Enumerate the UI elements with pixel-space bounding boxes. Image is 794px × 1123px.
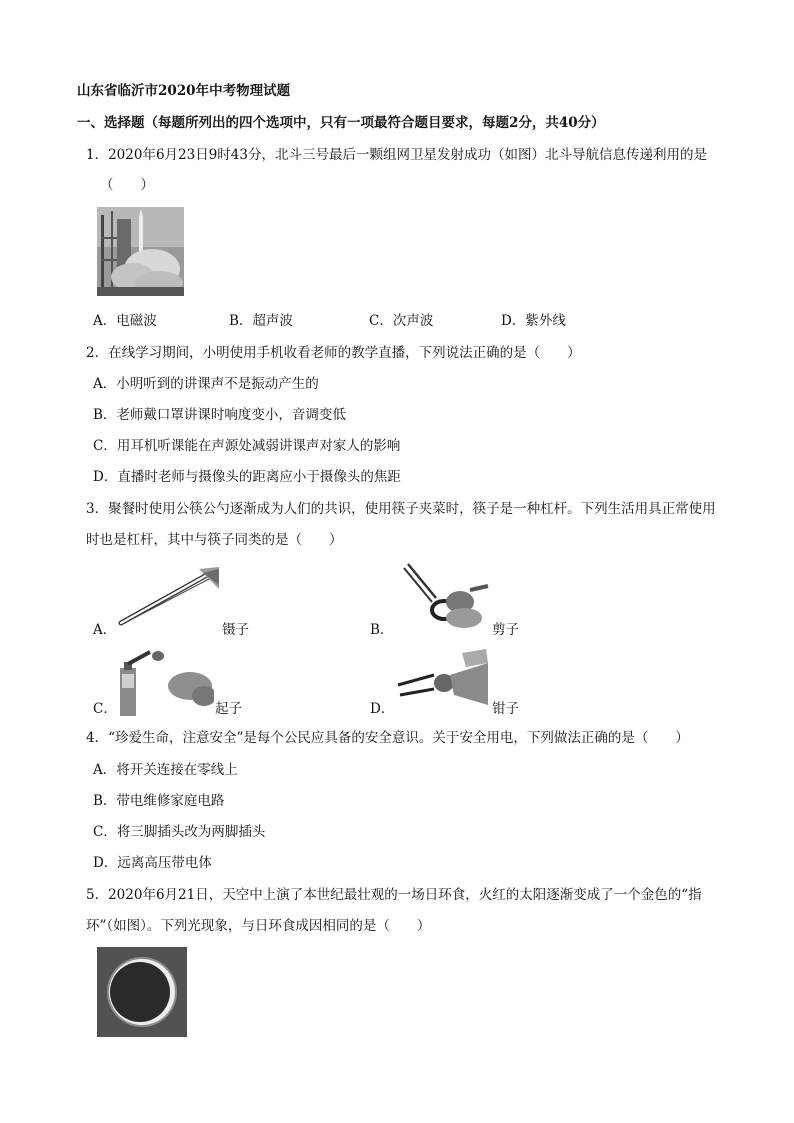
rocket-launch-photo bbox=[97, 207, 184, 296]
section-heading: 一、选择题（每题所列出的四个选项中，只有一项最符合题目要求，每题2分，共40分） bbox=[77, 115, 605, 131]
annular-eclipse-photo bbox=[97, 947, 187, 1037]
question-1-option-b[interactable]: B．超声波 bbox=[229, 313, 293, 329]
page-title: 山东省临沂市2020年中考物理试题 bbox=[77, 83, 291, 99]
question-5-text: 5．2020年6月21日，天空中上演了本世纪最壮观的一场日环食，火红的太阳逐渐变成了一个金色的“指 bbox=[86, 887, 702, 903]
question-3-option-c[interactable]: C． bbox=[93, 701, 117, 717]
question-4-text: 4．“珍爱生命，注意安全”是每个公民应具备的安全意识。关于安全用电，下列做法正确的是（ ） bbox=[86, 730, 689, 746]
question-3-option-b[interactable]: B． bbox=[370, 622, 394, 638]
question-1-option-c[interactable]: C．次声波 bbox=[369, 313, 434, 329]
tweezers-label: 镊子 bbox=[222, 622, 249, 638]
bottle-opener-image bbox=[116, 646, 214, 716]
scissors-image bbox=[396, 562, 491, 632]
question-2-text: 2．在线学习期间，小明使用手机收看老师的教学直播，下列说法正确的是（ ） bbox=[86, 345, 581, 361]
question-2-option-d[interactable]: D．直播时老师与摄像头的距离应小于摄像头的焦距 bbox=[93, 469, 401, 485]
question-1-option-d[interactable]: D．紫外线 bbox=[501, 313, 566, 329]
question-3-option-a[interactable]: A． bbox=[93, 622, 117, 638]
question-4-option-d[interactable]: D．远离高压带电体 bbox=[93, 855, 212, 871]
tweezers-image bbox=[115, 565, 225, 630]
pliers-image bbox=[396, 645, 491, 715]
pliers-label: 钳子 bbox=[492, 701, 519, 717]
question-3-text: 3．聚餐时使用公筷公勺逐渐成为人们的共识，使用筷子夹菜时，筷子是一种杠杆。下列生活用具正常使用 bbox=[86, 501, 716, 517]
bottle-opener-label: 起子 bbox=[215, 701, 242, 717]
question-2-option-c[interactable]: C．用耳机听课能在声源处减弱讲课声对家人的影响 bbox=[93, 438, 401, 454]
question-3-option-d[interactable]: D． bbox=[370, 701, 395, 717]
question-1-option-a[interactable]: A．电磁波 bbox=[93, 313, 157, 329]
question-4-option-b[interactable]: B．带电维修家庭电路 bbox=[93, 793, 225, 809]
question-1-blank: （ ） bbox=[100, 177, 154, 193]
scissors-label: 剪子 bbox=[492, 622, 519, 638]
question-1-text: 1．2020年6月23日9时43分，北斗三号最后一颗组网卫星发射成功（如图）北斗导航信息传递利用的是 bbox=[86, 147, 707, 163]
question-3-text-cont: 时也是杠杆，其中与筷子同类的是（ ） bbox=[86, 532, 343, 548]
question-4-option-c[interactable]: C．将三脚插头改为两脚插头 bbox=[93, 824, 266, 840]
question-4-option-a[interactable]: A．将开关连接在零线上 bbox=[93, 762, 238, 778]
question-2-option-b[interactable]: B．老师戴口罩讲课时响度变小，音调变低 bbox=[93, 407, 346, 423]
question-5-text-cont: 环”（如图）。下列光现象，与日环食成因相同的是（ ） bbox=[86, 918, 431, 934]
question-2-option-a[interactable]: A．小明听到的讲课声不是振动产生的 bbox=[93, 376, 319, 392]
